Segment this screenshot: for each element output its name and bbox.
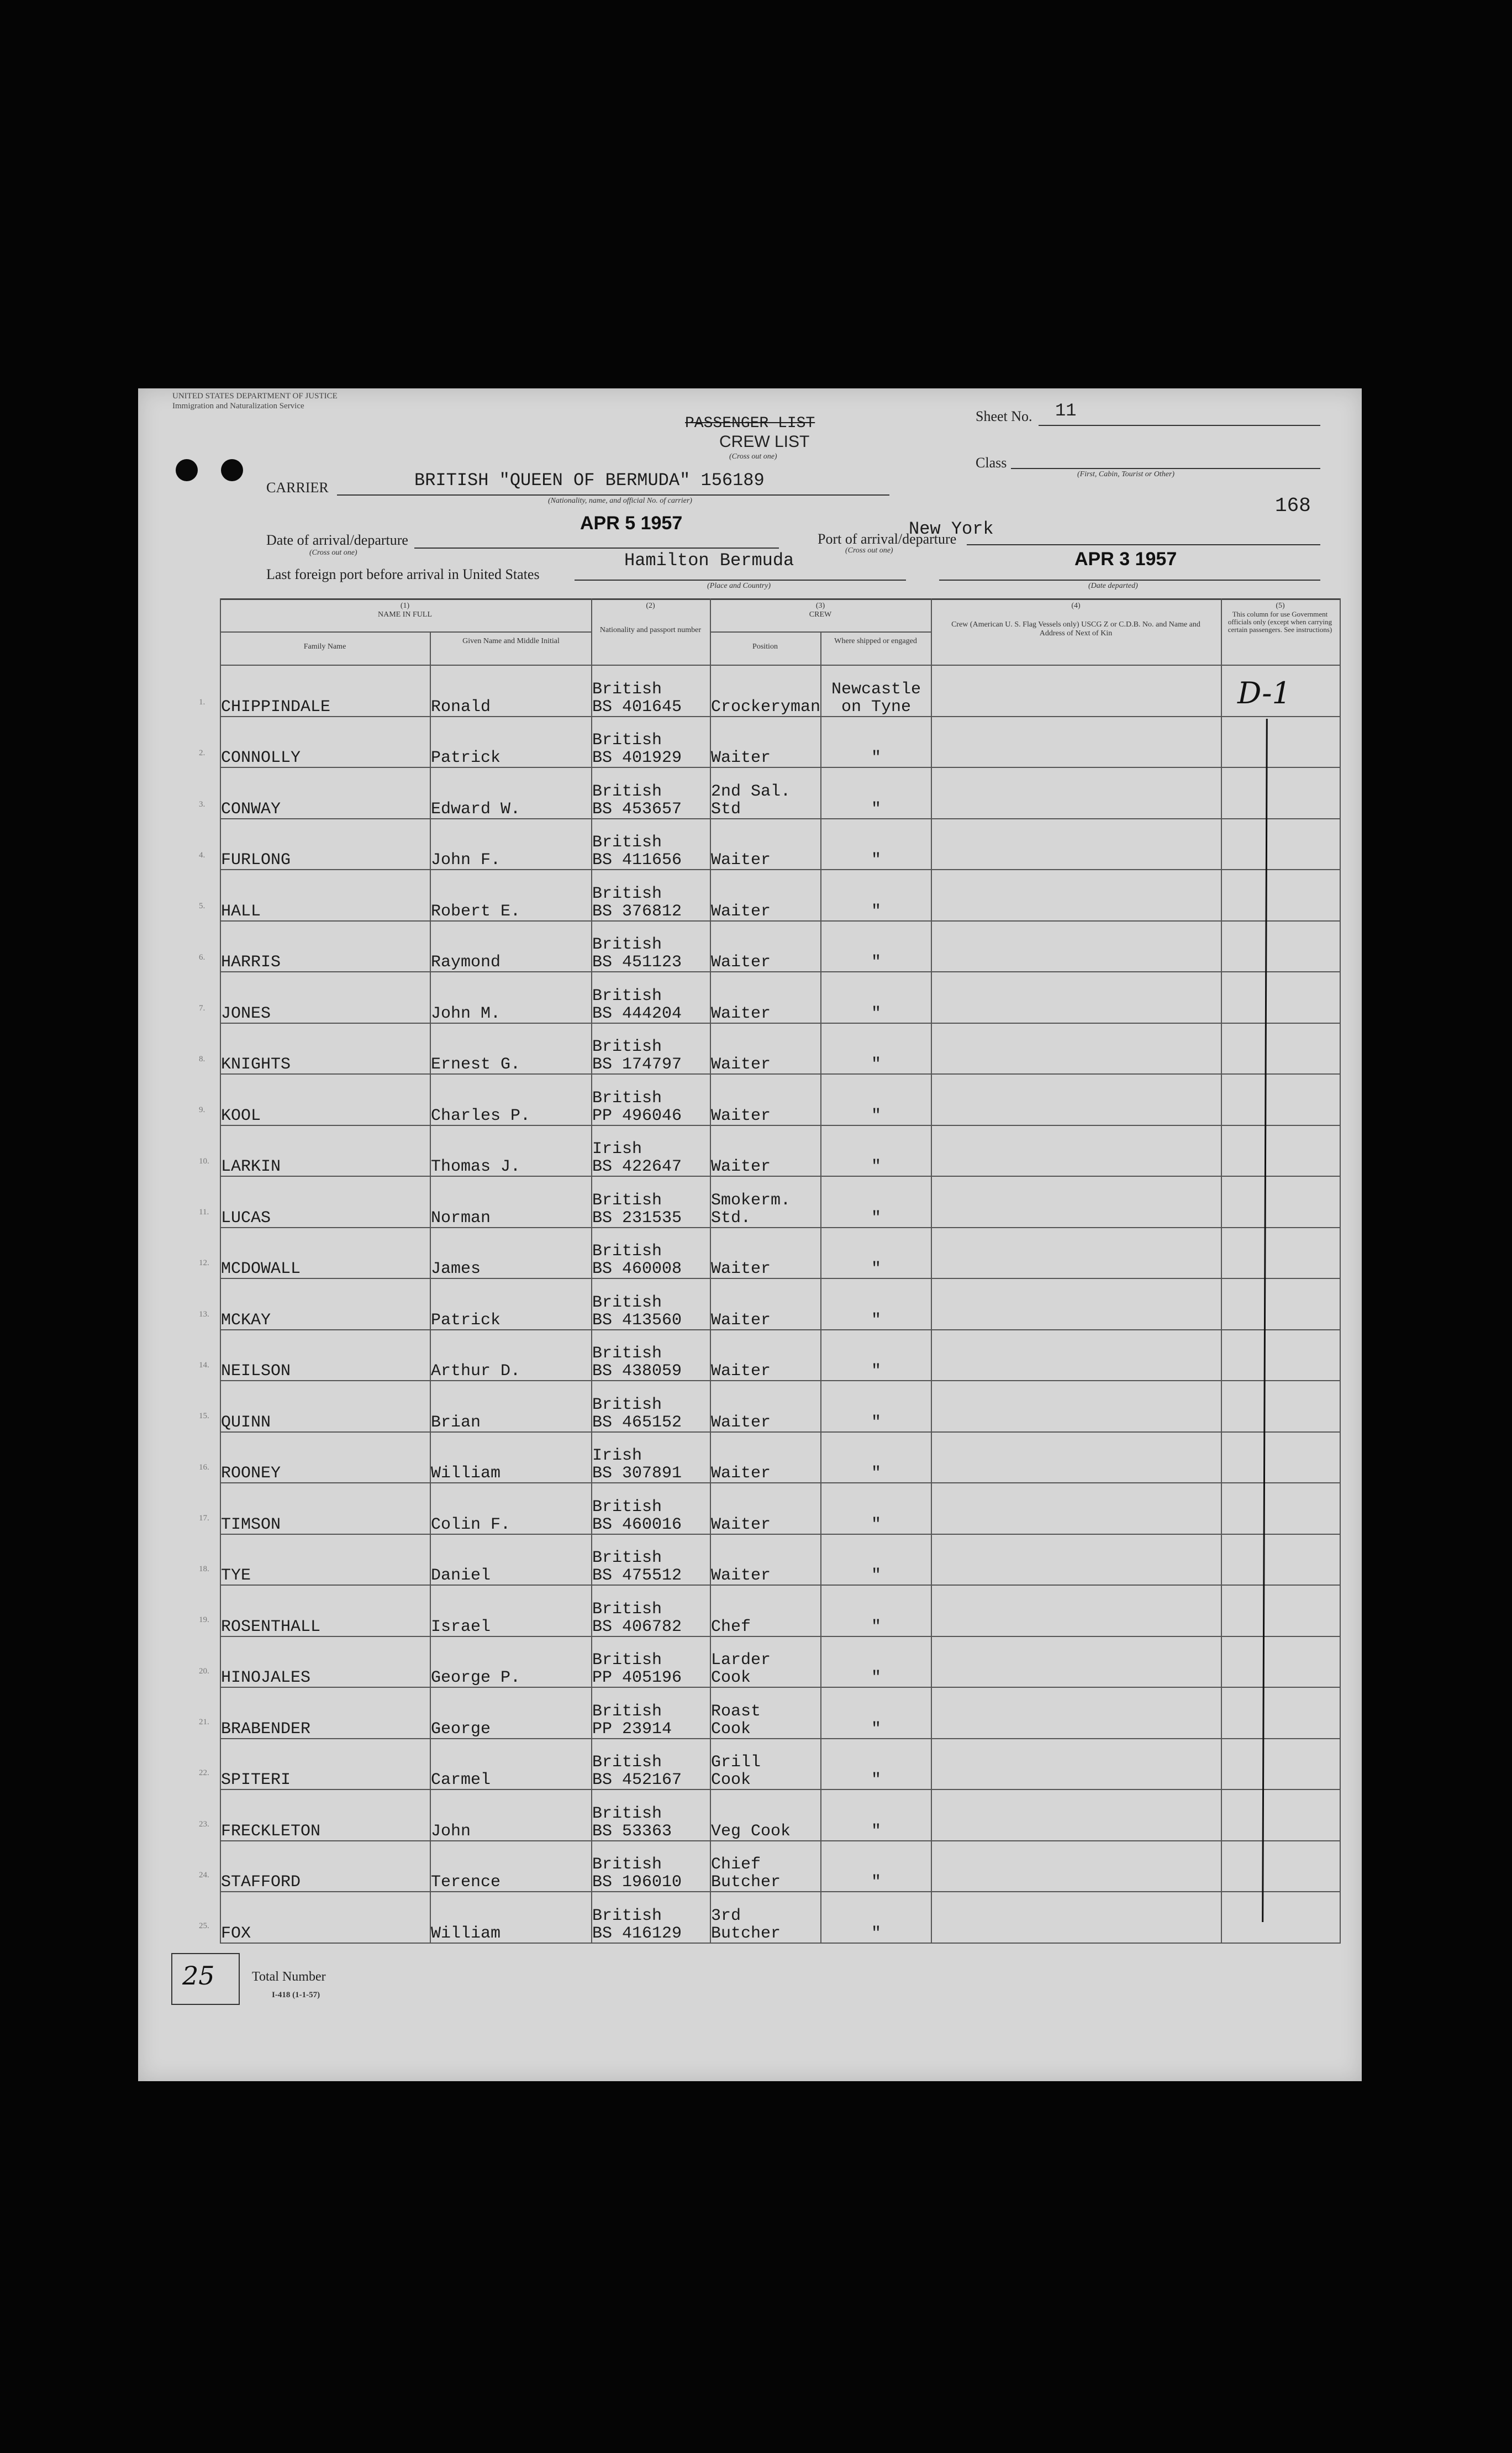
table-row <box>220 1278 1340 1330</box>
col3b-title: Where shipped or engaged <box>834 637 917 645</box>
given-name-cell: Terence <box>430 1841 592 1892</box>
position-cell: Roast Cook <box>710 1687 821 1739</box>
class-label: Class <box>976 455 1007 471</box>
row-number: 16. <box>199 1462 209 1472</box>
official-use-cell <box>1221 1892 1340 1943</box>
where-shipped-cell: " <box>821 1636 931 1688</box>
family-name-cell: QUINN <box>220 1381 430 1432</box>
next-of-kin-cell <box>931 1534 1221 1586</box>
given-name-cell: Brian <box>430 1381 592 1432</box>
table-row <box>220 1892 1340 1943</box>
where-shipped-cell: " <box>821 1789 931 1841</box>
official-use-cell <box>1221 1228 1340 1279</box>
family-name-cell: ROONEY <box>220 1432 430 1483</box>
agency-line-2: Immigration and Naturalization Service <box>172 402 304 410</box>
total-number-label: Total Number <box>252 1970 326 1984</box>
agency-line-1: UNITED STATES DEPARTMENT OF JUSTICE <box>172 392 338 401</box>
table-row <box>220 1841 1340 1892</box>
family-name-cell: CONWAY <box>220 767 430 819</box>
port-value: New York <box>909 519 994 539</box>
given-name-cell: Patrick <box>430 717 592 768</box>
where-shipped-cell: " <box>821 1892 931 1943</box>
row-number: 13. <box>199 1309 209 1319</box>
given-name-cell: Robert E. <box>430 870 592 921</box>
table-row <box>220 767 1340 819</box>
given-name-cell: Colin F. <box>430 1483 592 1534</box>
family-name-cell: STAFFORD <box>220 1841 430 1892</box>
family-name-cell: FRECKLETON <box>220 1789 430 1841</box>
row-number: 3. <box>199 799 206 809</box>
nationality-passport-cell: British BS 231535 <box>592 1176 710 1228</box>
punch-hole-right <box>221 459 243 481</box>
col2-title: Nationality and passport number <box>599 626 702 634</box>
position-cell: Smokerm. Std. <box>710 1176 821 1228</box>
family-name-cell: ROSENTHALL <box>220 1585 430 1636</box>
given-name-cell: Arthur D. <box>430 1330 592 1381</box>
family-name-cell: MCKAY <box>220 1278 430 1330</box>
next-of-kin-cell <box>931 1585 1221 1636</box>
next-of-kin-cell <box>931 1739 1221 1790</box>
where-shipped-cell: " <box>821 870 931 921</box>
next-of-kin-cell <box>931 870 1221 921</box>
family-name-cell: HINOJALES <box>220 1636 430 1688</box>
nationality-passport-cell: British BS 401645 <box>592 665 710 717</box>
table-row <box>220 1074 1340 1125</box>
official-use-cell <box>1221 717 1340 768</box>
nationality-passport-cell: Irish BS 422647 <box>592 1125 710 1177</box>
given-name-cell: Charles P. <box>430 1074 592 1125</box>
nationality-passport-cell: British BS 411656 <box>592 819 710 870</box>
nationality-passport-cell: British BS 460016 <box>592 1483 710 1534</box>
sheet-label: Sheet No. <box>976 408 1032 424</box>
position-cell: Veg Cook <box>710 1789 821 1841</box>
col2-number: (2) <box>646 602 655 610</box>
sheet-number: 11 <box>1055 401 1077 421</box>
given-name-cell: Carmel <box>430 1739 592 1790</box>
nationality-passport-cell: British BS 453657 <box>592 767 710 819</box>
total-number-value: 25 <box>182 1961 215 1991</box>
position-cell: Grill Cook <box>710 1739 821 1790</box>
nationality-passport-cell: British BS 460008 <box>592 1228 710 1279</box>
row-number: 15. <box>199 1412 209 1421</box>
given-name-cell: George <box>430 1687 592 1739</box>
family-name-cell: LARKIN <box>220 1125 430 1177</box>
table-row <box>220 1176 1340 1228</box>
where-shipped-cell: " <box>821 1739 931 1790</box>
position-cell: Chief Butcher <box>710 1841 821 1892</box>
official-use-cell <box>1221 1841 1340 1892</box>
port-label: Port of arrival/departure <box>818 531 957 547</box>
table-row <box>220 1483 1340 1534</box>
family-name-cell: CONNOLLY <box>220 717 430 768</box>
next-of-kin-cell <box>931 1636 1221 1688</box>
where-shipped-cell: " <box>821 767 931 819</box>
given-name-cell: John M. <box>430 972 592 1023</box>
official-use-cell <box>1221 1125 1340 1177</box>
where-shipped-cell: " <box>821 717 931 768</box>
row-number: 7. <box>199 1003 206 1013</box>
nationality-passport-cell: British BS 444204 <box>592 972 710 1023</box>
official-use-cell <box>1221 1023 1340 1075</box>
where-shipped-cell: " <box>821 1125 931 1177</box>
annotation-d1: D-1 <box>1237 676 1291 710</box>
nationality-passport-cell: British BS 416129 <box>592 1892 710 1943</box>
row-number: 18. <box>199 1565 209 1574</box>
family-name-cell: BRABENDER <box>220 1687 430 1739</box>
next-of-kin-cell <box>931 767 1221 819</box>
nationality-passport-cell: British BS 406782 <box>592 1585 710 1636</box>
given-name-cell: Ernest G. <box>430 1023 592 1075</box>
next-of-kin-cell <box>931 1176 1221 1228</box>
position-cell: Waiter <box>710 921 821 972</box>
table-row <box>220 1330 1340 1381</box>
nationality-passport-cell: British BS 196010 <box>592 1841 710 1892</box>
position-cell: Waiter <box>710 1483 821 1534</box>
next-of-kin-cell <box>931 1789 1221 1841</box>
class-note: (First, Cabin, Tourist or Other) <box>1077 470 1175 478</box>
row-number: 8. <box>199 1055 206 1064</box>
col3-number: (3) <box>815 602 825 610</box>
table-row <box>220 1228 1340 1279</box>
position-cell: Waiter <box>710 1534 821 1586</box>
row-number: 6. <box>199 952 206 962</box>
where-shipped-cell: " <box>821 1483 931 1534</box>
row-number: 4. <box>199 850 206 860</box>
table-row <box>220 665 1340 717</box>
position-cell: Chef <box>710 1585 821 1636</box>
row-number: 23. <box>199 1819 209 1829</box>
total-number-box <box>171 1953 240 2005</box>
nationality-passport-cell: British BS 475512 <box>592 1534 710 1586</box>
given-name-cell: Thomas J. <box>430 1125 592 1177</box>
row-number: 21. <box>199 1718 209 1726</box>
official-use-cell <box>1221 1636 1340 1688</box>
nationality-passport-cell: British BS 452167 <box>592 1739 710 1790</box>
nationality-passport-cell: British BS 401929 <box>592 717 710 768</box>
next-of-kin-cell <box>931 1483 1221 1534</box>
official-use-cell <box>1221 1534 1340 1586</box>
nationality-passport-cell: British BS 451123 <box>592 921 710 972</box>
official-use-cell <box>1221 1432 1340 1483</box>
carrier-note: (Nationality, name, and official No. of carrier) <box>548 497 692 505</box>
position-cell: Waiter <box>710 1432 821 1483</box>
row-number: 20. <box>199 1666 209 1676</box>
nationality-passport-cell: British PP 496046 <box>592 1074 710 1125</box>
position-cell: Waiter <box>710 870 821 921</box>
table-row <box>220 921 1340 972</box>
row-number: 10. <box>199 1156 209 1166</box>
table-row <box>220 819 1340 870</box>
col5-number: (5) <box>1276 602 1285 610</box>
row-number: 14. <box>199 1360 209 1370</box>
family-name-cell: FOX <box>220 1892 430 1943</box>
row-number: 22. <box>199 1768 209 1778</box>
family-name-cell: SPITERI <box>220 1739 430 1790</box>
next-of-kin-cell <box>931 1432 1221 1483</box>
official-use-cell <box>1221 1381 1340 1432</box>
title-struck: PASSENGER LIST <box>685 415 815 432</box>
col1-number: (1) <box>400 602 410 610</box>
family-name-cell: NEILSON <box>220 1330 430 1381</box>
next-of-kin-cell <box>931 1278 1221 1330</box>
given-name-cell: George P. <box>430 1636 592 1688</box>
where-shipped-cell: " <box>821 1228 931 1279</box>
row-number: 24. <box>199 1870 209 1880</box>
given-name-cell: Israel <box>430 1585 592 1636</box>
next-of-kin-cell <box>931 717 1221 768</box>
carrier-label: CARRIER <box>266 480 329 496</box>
position-cell: Larder Cook <box>710 1636 821 1688</box>
table-row <box>220 1432 1340 1483</box>
where-shipped-cell: " <box>821 921 931 972</box>
official-use-cell <box>1221 819 1340 870</box>
given-name-cell: William <box>430 1432 592 1483</box>
row-number: 5. <box>199 902 206 911</box>
family-name-cell: TIMSON <box>220 1483 430 1534</box>
given-name-cell: John F. <box>430 819 592 870</box>
table-row <box>220 1789 1340 1841</box>
official-use-cell <box>1221 870 1340 921</box>
where-shipped-cell: Newcastle on Tyne <box>821 665 931 717</box>
where-shipped-cell: " <box>821 1074 931 1125</box>
official-use-cell <box>1221 1585 1340 1636</box>
next-of-kin-cell <box>931 819 1221 870</box>
given-name-cell: William <box>430 1892 592 1943</box>
page-number: 168 <box>1275 494 1311 517</box>
where-shipped-cell: " <box>821 819 931 870</box>
next-of-kin-cell <box>931 921 1221 972</box>
next-of-kin-cell <box>931 1074 1221 1125</box>
position-cell: Waiter <box>710 1074 821 1125</box>
official-use-cell <box>1221 1074 1340 1125</box>
nationality-passport-cell: British BS 413560 <box>592 1278 710 1330</box>
position-cell: 3rd Butcher <box>710 1892 821 1943</box>
col1a-title: Family Name <box>303 643 346 651</box>
punch-hole-left <box>176 459 198 481</box>
nationality-passport-cell: British BS 376812 <box>592 870 710 921</box>
given-name-cell: Raymond <box>430 921 592 972</box>
next-of-kin-cell <box>931 665 1221 717</box>
official-use-cell <box>1221 1330 1340 1381</box>
position-cell: Waiter <box>710 1278 821 1330</box>
title: CREW LIST <box>719 433 810 451</box>
date-departed-note: (Date departed) <box>1088 582 1138 590</box>
next-of-kin-cell <box>931 1125 1221 1177</box>
next-of-kin-cell <box>931 972 1221 1023</box>
port-label-note: (Cross out one) <box>845 546 893 555</box>
official-use-cell <box>1221 972 1340 1023</box>
table-row <box>220 1125 1340 1177</box>
next-of-kin-cell <box>931 1023 1221 1075</box>
crew-list-document <box>138 388 1362 2081</box>
official-use-cell <box>1221 1687 1340 1739</box>
family-name-cell: FURLONG <box>220 819 430 870</box>
form-number: I-418 (1-1-57) <box>272 1991 320 1999</box>
next-of-kin-cell <box>931 1228 1221 1279</box>
table-row <box>220 972 1340 1023</box>
table-row <box>220 1023 1340 1075</box>
col1b-title: Given Name and Middle Initial <box>462 637 560 645</box>
position-cell: Waiter <box>710 1125 821 1177</box>
nationality-passport-cell: British BS 53363 <box>592 1789 710 1841</box>
official-use-cell <box>1221 921 1340 972</box>
official-use-cell <box>1221 1176 1340 1228</box>
last-port-note: (Place and Country) <box>707 582 771 590</box>
date-label: Date of arrival/departure <box>266 532 408 548</box>
next-of-kin-cell <box>931 1892 1221 1943</box>
official-use-cell <box>1221 1789 1340 1841</box>
col4-title: Crew (American U. S. Flag Vessels only) USCG Z or C.D.B. No. and Name and Address of Next of Kin <box>951 620 1200 638</box>
nationality-passport-cell: British PP 23914 <box>592 1687 710 1739</box>
where-shipped-cell: " <box>821 1687 931 1739</box>
row-number: 9. <box>199 1106 206 1115</box>
given-name-cell: Ronald <box>430 665 592 717</box>
official-use-cell <box>1221 1278 1340 1330</box>
carrier-value: BRITISH "QUEEN OF BERMUDA" 156189 <box>414 470 765 491</box>
last-port-value: Hamilton Bermuda <box>624 550 794 571</box>
date-departed-stamp: APR 3 1957 <box>1074 549 1177 570</box>
where-shipped-cell: " <box>821 1176 931 1228</box>
col3-title: CREW <box>809 610 832 619</box>
table-row <box>220 1534 1340 1586</box>
col1-title: NAME IN FULL <box>378 610 432 619</box>
nationality-passport-cell: British BS 174797 <box>592 1023 710 1075</box>
where-shipped-cell: " <box>821 1534 931 1586</box>
next-of-kin-cell <box>931 1687 1221 1739</box>
row-number: 2. <box>199 749 206 758</box>
given-name-cell: Daniel <box>430 1534 592 1586</box>
given-name-cell: James <box>430 1228 592 1279</box>
nationality-passport-cell: British BS 465152 <box>592 1381 710 1432</box>
where-shipped-cell: " <box>821 1585 931 1636</box>
table-row <box>220 1739 1340 1790</box>
position-cell: Waiter <box>710 972 821 1023</box>
col5-title: This column for use Government officials only (except when carrying certain passengers. See instructions) <box>1227 610 1332 634</box>
next-of-kin-cell <box>931 1381 1221 1432</box>
family-name-cell: LUCAS <box>220 1176 430 1228</box>
given-name-cell: Norman <box>430 1176 592 1228</box>
crew-table <box>220 665 1341 1944</box>
position-cell: 2nd Sal. Std <box>710 767 821 819</box>
family-name-cell: CHIPPINDALE <box>220 665 430 717</box>
position-cell: Waiter <box>710 1023 821 1075</box>
row-number: 1. <box>199 698 206 707</box>
table-row <box>220 717 1340 768</box>
official-use-cell <box>1221 1483 1340 1534</box>
position-cell: Waiter <box>710 1381 821 1432</box>
given-name-cell: John <box>430 1789 592 1841</box>
family-name-cell: HALL <box>220 870 430 921</box>
position-cell: Waiter <box>710 717 821 768</box>
col3a-title: Position <box>752 643 778 651</box>
family-name-cell: JONES <box>220 972 430 1023</box>
where-shipped-cell: " <box>821 1278 931 1330</box>
family-name-cell: KOOL <box>220 1074 430 1125</box>
next-of-kin-cell <box>931 1330 1221 1381</box>
family-name-cell: TYE <box>220 1534 430 1586</box>
official-use-cell <box>1221 767 1340 819</box>
given-name-cell: Edward W. <box>430 767 592 819</box>
last-port-label: Last foreign port before arrival in United States <box>266 566 540 582</box>
nationality-passport-cell: British PP 405196 <box>592 1636 710 1688</box>
position-cell: Waiter <box>710 1330 821 1381</box>
position-cell: Waiter <box>710 1228 821 1279</box>
given-name-cell: Patrick <box>430 1278 592 1330</box>
date-arrival-stamp: APR 5 1957 <box>580 513 683 534</box>
row-number: 11. <box>199 1208 209 1217</box>
nationality-passport-cell: Irish BS 307891 <box>592 1432 710 1483</box>
where-shipped-cell: " <box>821 1432 931 1483</box>
where-shipped-cell: " <box>821 1330 931 1381</box>
position-cell: Crockeryman <box>710 665 821 717</box>
family-name-cell: KNIGHTS <box>220 1023 430 1075</box>
where-shipped-cell: " <box>821 972 931 1023</box>
table-row <box>220 1381 1340 1432</box>
where-shipped-cell: " <box>821 1023 931 1075</box>
table-row <box>220 1585 1340 1636</box>
row-number: 19. <box>199 1615 209 1625</box>
table-row <box>220 1687 1340 1739</box>
title-note: (Cross out one) <box>729 452 777 461</box>
official-use-cell <box>1221 1739 1340 1790</box>
row-number: 25. <box>199 1922 209 1931</box>
row-number: 12. <box>199 1259 209 1268</box>
where-shipped-cell: " <box>821 1841 931 1892</box>
row-number: 17. <box>199 1513 209 1523</box>
family-name-cell: HARRIS <box>220 921 430 972</box>
table-row <box>220 1636 1340 1688</box>
where-shipped-cell: " <box>821 1381 931 1432</box>
family-name-cell: MCDOWALL <box>220 1228 430 1279</box>
nationality-passport-cell: British BS 438059 <box>592 1330 710 1381</box>
position-cell: Waiter <box>710 819 821 870</box>
date-label-note: (Cross out one) <box>309 549 357 557</box>
table-row <box>220 870 1340 921</box>
next-of-kin-cell <box>931 1841 1221 1892</box>
col4-number: (4) <box>1071 602 1081 610</box>
